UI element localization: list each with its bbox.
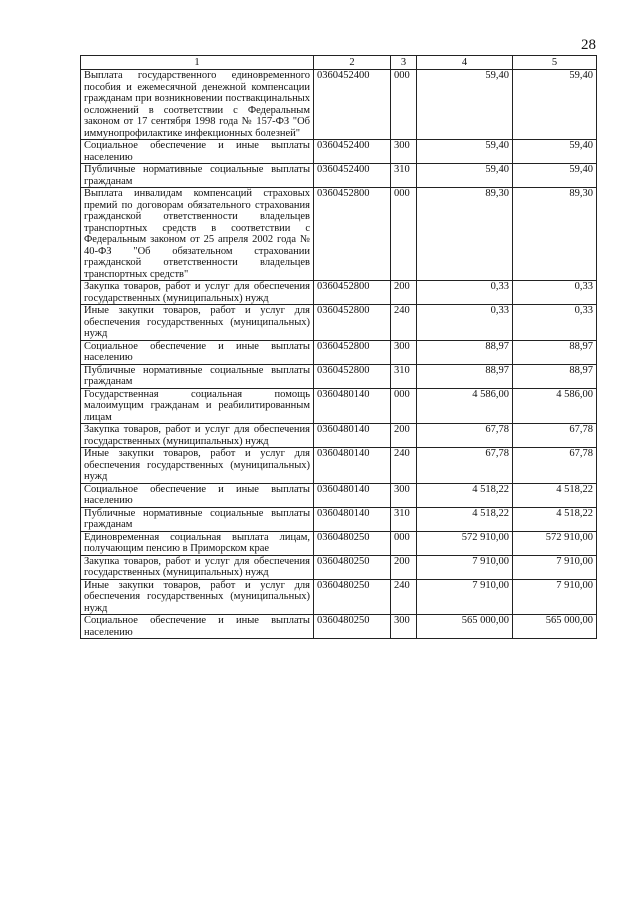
row-amount-year-2: 59,40 — [513, 164, 597, 188]
row-code: 0360452400 — [314, 164, 391, 188]
row-amount-year-1: 59,40 — [417, 140, 513, 164]
table-row — [81, 483, 597, 507]
row-amount-year-1: 59,40 — [417, 70, 513, 140]
row-amount-year-1: 59,40 — [417, 164, 513, 188]
row-amount-year-2: 565 000,00 — [513, 615, 597, 639]
row-amount-year-1: 67,78 — [417, 424, 513, 448]
table-row — [81, 448, 597, 484]
header-col-2: 2 — [314, 56, 391, 70]
row-amount-year-1: 88,97 — [417, 364, 513, 388]
row-amount-year-2: 59,40 — [513, 140, 597, 164]
row-code: 0360480250 — [314, 555, 391, 579]
table-row — [81, 140, 597, 164]
row-code: 0360452800 — [314, 281, 391, 305]
table-row — [81, 531, 597, 555]
table-row — [81, 305, 597, 341]
row-expense-type: 240 — [391, 448, 417, 484]
table-header — [81, 56, 597, 70]
row-name: Социальное обеспечение и иные выплаты населению — [81, 483, 314, 507]
row-name: Закупка товаров, работ и услуг для обеспечения государственных (муниципальных) нужд — [81, 281, 314, 305]
row-expense-type: 200 — [391, 424, 417, 448]
row-amount-year-2: 4 586,00 — [513, 388, 597, 424]
table-row — [81, 364, 597, 388]
row-name: Социальное обеспечение и иные выплаты населению — [81, 140, 314, 164]
table-row — [81, 70, 597, 140]
row-expense-type: 300 — [391, 340, 417, 364]
row-code: 0360452400 — [314, 140, 391, 164]
row-amount-year-2: 7 910,00 — [513, 555, 597, 579]
row-expense-type: 200 — [391, 555, 417, 579]
row-amount-year-2: 88,97 — [513, 364, 597, 388]
row-name: Публичные нормативные социальные выплаты гражданам — [81, 364, 314, 388]
row-code: 0360480140 — [314, 388, 391, 424]
row-code: 0360452400 — [314, 70, 391, 140]
table-row — [81, 281, 597, 305]
row-expense-type: 310 — [391, 507, 417, 531]
row-amount-year-1: 4 586,00 — [417, 388, 513, 424]
row-name: Социальное обеспечение и иные выплаты населению — [81, 340, 314, 364]
row-amount-year-1: 4 518,22 — [417, 483, 513, 507]
table-row — [81, 164, 597, 188]
row-expense-type: 310 — [391, 164, 417, 188]
row-amount-year-2: 4 518,22 — [513, 483, 597, 507]
row-amount-year-1: 67,78 — [417, 448, 513, 484]
header-col-1: 1 — [81, 56, 314, 70]
row-code: 0360480250 — [314, 579, 391, 615]
table-row — [81, 424, 597, 448]
row-name: Иные закупки товаров, работ и услуг для обеспечения государственных (муниципальных) нужд — [81, 579, 314, 615]
row-code: 0360452800 — [314, 340, 391, 364]
row-name: Публичные нормативные социальные выплаты гражданам — [81, 507, 314, 531]
row-expense-type: 200 — [391, 281, 417, 305]
row-name: Иные закупки товаров, работ и услуг для обеспечения государственных (муниципальных) нужд — [81, 305, 314, 341]
row-amount-year-2: 7 910,00 — [513, 579, 597, 615]
row-expense-type: 300 — [391, 483, 417, 507]
row-code: 0360480140 — [314, 507, 391, 531]
row-amount-year-1: 7 910,00 — [417, 555, 513, 579]
header-row — [81, 56, 597, 70]
header-col-5: 5 — [513, 56, 597, 70]
row-amount-year-1: 565 000,00 — [417, 615, 513, 639]
row-amount-year-2: 89,30 — [513, 188, 597, 281]
row-amount-year-1: 0,33 — [417, 281, 513, 305]
budget-table — [80, 55, 597, 639]
page-number: 28 — [581, 37, 596, 53]
row-expense-type: 240 — [391, 305, 417, 341]
row-code: 0360480250 — [314, 615, 391, 639]
row-amount-year-1: 89,30 — [417, 188, 513, 281]
table-row — [81, 340, 597, 364]
row-code: 0360480140 — [314, 483, 391, 507]
row-amount-year-2: 572 910,00 — [513, 531, 597, 555]
table-row — [81, 507, 597, 531]
row-expense-type: 000 — [391, 531, 417, 555]
row-amount-year-2: 88,97 — [513, 340, 597, 364]
row-name: Закупка товаров, работ и услуг для обеспечения государственных (муниципальных) нужд — [81, 424, 314, 448]
row-code: 0360480250 — [314, 531, 391, 555]
table-row — [81, 615, 597, 639]
table-body — [81, 70, 597, 639]
row-name: Иные закупки товаров, работ и услуг для обеспечения государственных (муниципальных) нужд — [81, 448, 314, 484]
row-name: Социальное обеспечение и иные выплаты населению — [81, 615, 314, 639]
header-col-3: 3 — [391, 56, 417, 70]
row-amount-year-1: 7 910,00 — [417, 579, 513, 615]
row-name: Закупка товаров, работ и услуг для обеспечения государственных (муниципальных) нужд — [81, 555, 314, 579]
row-name: Единовременная социальная выплата лицам, получающим пенсию в Приморском крае — [81, 531, 314, 555]
row-name: Выплата государственного единовременного пособия и ежемесячной денежной компенсации гражданам при возникновении поствакцинальных осложнений в соответствии с Федеральным законом от 17 сентября 1998 года № 157-ФЗ "Об иммунопрофилактике инфекционных болезней" — [81, 70, 314, 140]
row-amount-year-1: 572 910,00 — [417, 531, 513, 555]
row-amount-year-1: 0,33 — [417, 305, 513, 341]
row-amount-year-2: 59,40 — [513, 70, 597, 140]
table-row — [81, 188, 597, 281]
row-code: 0360452800 — [314, 305, 391, 341]
row-name: Выплата инвалидам компенсаций страховых премий по договорам обязательного страхования гражданской ответственности владельцев транспортных средств в соответствии с Федеральным законом от 25 апреля 2002 года № 40-ФЗ "Об обязательном страховании гражданской ответственности владельцев транспортных средств" — [81, 188, 314, 281]
row-code: 0360452800 — [314, 364, 391, 388]
row-name: Государственная социальная помощь малоимущим гражданам и реабилитированным лицам — [81, 388, 314, 424]
row-amount-year-2: 4 518,22 — [513, 507, 597, 531]
row-amount-year-2: 67,78 — [513, 448, 597, 484]
row-amount-year-1: 4 518,22 — [417, 507, 513, 531]
row-expense-type: 000 — [391, 388, 417, 424]
header-col-4: 4 — [417, 56, 513, 70]
row-amount-year-1: 88,97 — [417, 340, 513, 364]
table-row — [81, 579, 597, 615]
row-name: Публичные нормативные социальные выплаты гражданам — [81, 164, 314, 188]
row-expense-type: 000 — [391, 70, 417, 140]
row-expense-type: 300 — [391, 140, 417, 164]
row-code: 0360452800 — [314, 188, 391, 281]
row-amount-year-2: 0,33 — [513, 281, 597, 305]
row-expense-type: 310 — [391, 364, 417, 388]
row-amount-year-2: 0,33 — [513, 305, 597, 341]
row-expense-type: 000 — [391, 188, 417, 281]
table-row — [81, 388, 597, 424]
row-amount-year-2: 67,78 — [513, 424, 597, 448]
row-code: 0360480140 — [314, 448, 391, 484]
table-row — [81, 555, 597, 579]
row-expense-type: 300 — [391, 615, 417, 639]
row-expense-type: 240 — [391, 579, 417, 615]
row-code: 0360480140 — [314, 424, 391, 448]
